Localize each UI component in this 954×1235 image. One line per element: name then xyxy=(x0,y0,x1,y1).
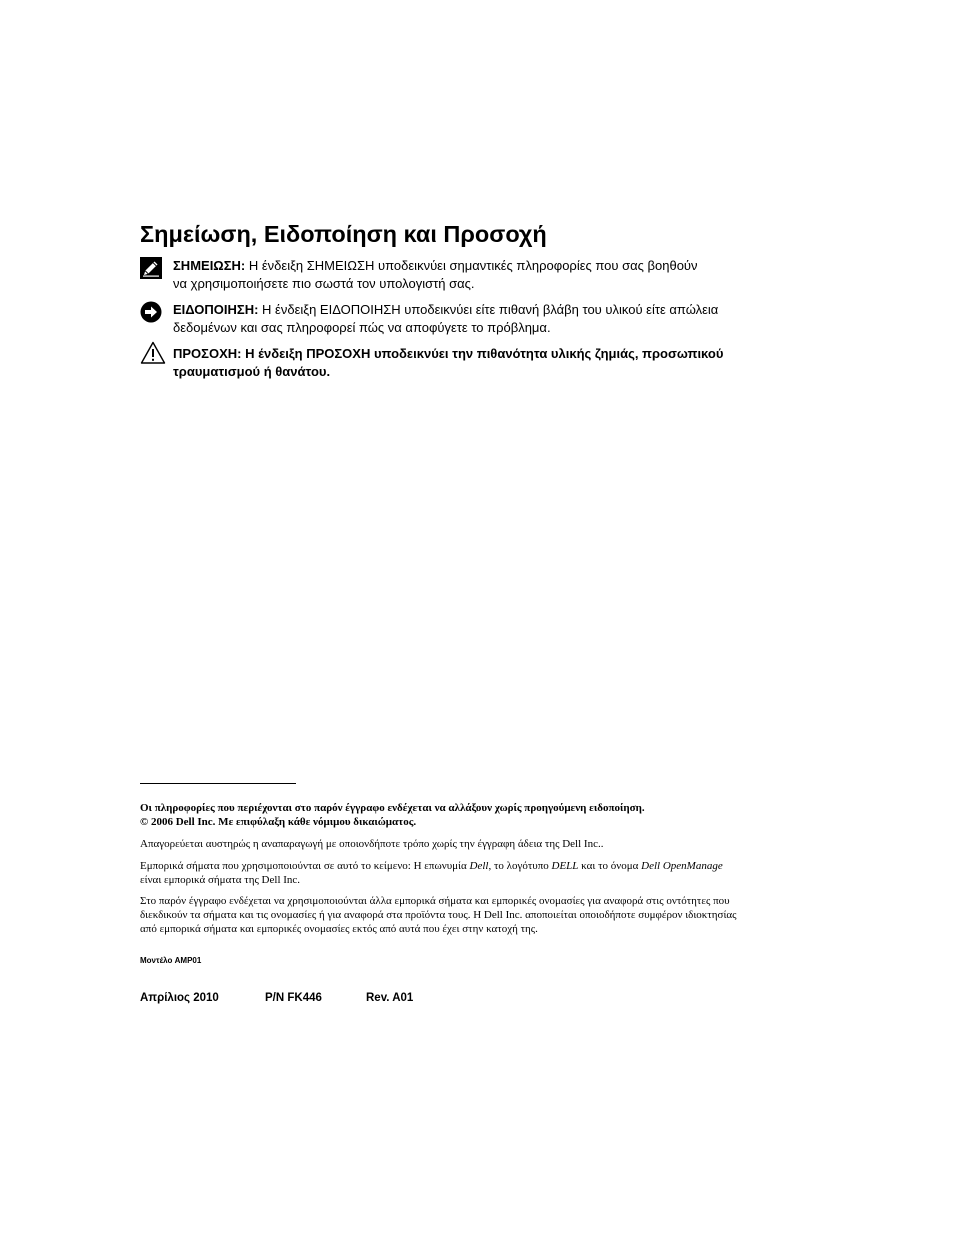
notice-arrow-icon xyxy=(140,301,164,325)
notice-label: ΕΙΔΟΠΟΙΗΣΗ: xyxy=(173,302,259,317)
copyright-line: © 2006 Dell Inc. Με επιφύλαξη κάθε νόμιμου δικαιώματος. xyxy=(140,816,417,828)
other-marks-line-3: από εμπορικά σήματα και εμπορικές ονομασίες εκτός από αυτά που έχει στην κατοχή της. xyxy=(140,923,538,935)
legal-change-notice xyxy=(140,801,830,829)
notice-text xyxy=(173,301,833,337)
dell-logo-name: DELL xyxy=(551,860,579,872)
legal-trademarks xyxy=(140,859,830,887)
legal-change-line: Οι πληροφορίες που περιέχονται στο παρόν έγγραφο ενδέχεται να αλλάξουν χωρίς προηγούμενη ειδοποίηση. xyxy=(140,802,645,814)
caution-label: ΠΡΟΣΟΧΗ: xyxy=(173,346,242,361)
footer-date: Απρίλιος 2010 xyxy=(140,992,219,1004)
openmanage-name: Dell OpenManage xyxy=(641,860,723,872)
other-marks-line-1: Στο παρόν έγγραφο ενδέχεται να χρησιμοποιούνται άλλα εμπορικά σήματα και εμπορικές ονομασίες για αναφορά στις οντότητες που xyxy=(140,895,730,907)
pencil-note-icon xyxy=(140,257,164,281)
note-line-1: ΣΗΜΕΙΩΣΗ: Η ένδειξη ΣΗΜΕΙΩΣΗ υποδεικνύει σημαντικές πληροφορίες που σας βοηθούν xyxy=(173,258,698,273)
footnote-divider xyxy=(140,783,296,784)
model-label: Μοντέλο AMP01 xyxy=(140,956,202,965)
caution-line-1: ΠΡΟΣΟΧΗ: Η ένδειξη ΠΡΟΣΟΧΗ υποδεικνύει την πιθανότητα υλικής ζημιάς, προσωπικού xyxy=(173,346,724,361)
trademarks-line-1: Εμπορικά σήματα που χρησιμοποιούνται σε αυτό το κείμενο: Η επωνυμία Dell, το λογότυπο DELL και το όνομα Dell OpenManage xyxy=(140,860,723,872)
note-line-2: να χρησιμοποιήσετε πιο σωστά τον υπολογιστή σας. xyxy=(173,276,475,291)
warning-triangle-icon xyxy=(140,341,164,365)
footer-revision: Rev. A01 xyxy=(366,992,414,1004)
legal-reproduction xyxy=(140,837,830,851)
other-marks-line-2: διεκδικούν τα σήματα και τις ονομασίες ή για αναφορά στα προϊόντα τους. Η Dell Inc. αποποιείται οποιοδήποτε συμφέρον ιδιοκτησίας xyxy=(140,909,737,921)
dell-name: Dell xyxy=(469,860,489,872)
reproduction-line: Απαγορεύεται αυστηρώς η αναπαραγωγή με οποιονδήποτε τρόπο χωρίς την έγγραφη άδεια της Dell Inc.. xyxy=(140,838,604,850)
note-text xyxy=(173,257,833,293)
page-title: Σημείωση, Ειδοποίηση και Προσοχή xyxy=(140,221,547,247)
note-label: ΣΗΜΕΙΩΣΗ: xyxy=(173,258,246,273)
notice-line-2: δεδομένων και σας πληροφορεί πώς να αποφύγετε το πρόβλημα. xyxy=(173,320,551,335)
caution-text xyxy=(173,345,833,381)
footer-part-number: P/N FK446 xyxy=(265,992,322,1004)
caution-line-2: τραυματισμού ή θανάτου. xyxy=(173,364,331,379)
legal-other-marks xyxy=(140,894,830,936)
trademarks-line-2: είναι εμπορικά σήματα της Dell Inc. xyxy=(140,874,301,886)
notice-line-1: ΕΙΔΟΠΟΙΗΣΗ: Η ένδειξη ΕΙΔΟΠΟΙΗΣΗ υποδεικνύει είτε πιθανή βλάβη του υλικού είτε απώλεια xyxy=(173,302,719,317)
